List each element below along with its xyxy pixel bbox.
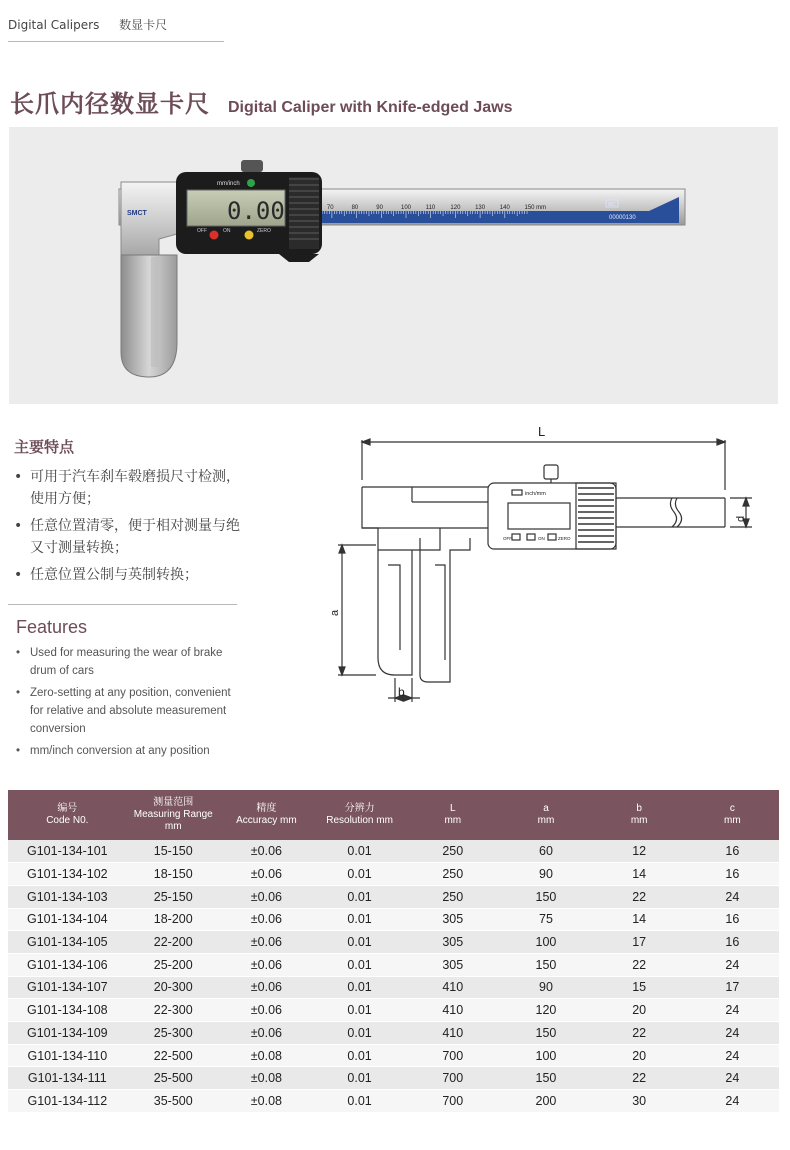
spec-table bbox=[8, 790, 779, 1113]
table-cell: 0.01 bbox=[313, 931, 406, 954]
spec-table-header bbox=[8, 790, 779, 840]
table-row bbox=[8, 1067, 779, 1090]
table-cell: 20 bbox=[593, 1044, 686, 1067]
table-cell: 17 bbox=[593, 931, 686, 954]
table-cell: 24 bbox=[686, 1022, 779, 1045]
table-cell: ±0.06 bbox=[220, 953, 313, 976]
col-accuracy: 精度 Accuracy mm bbox=[236, 803, 297, 826]
table-cell: 410 bbox=[406, 976, 499, 999]
table-cell: 0.01 bbox=[313, 885, 406, 908]
table-row bbox=[8, 1044, 779, 1067]
product-photo bbox=[9, 127, 778, 404]
photo-btn-off: OFF bbox=[197, 228, 207, 234]
lcd-reading: 0.00 bbox=[227, 197, 285, 225]
table-cell: 150 bbox=[499, 1067, 592, 1090]
scale-label: 70 bbox=[326, 205, 334, 211]
features-cn-list bbox=[12, 466, 252, 591]
serial-number: 00000130 bbox=[609, 215, 636, 221]
table-cell: 22-300 bbox=[127, 999, 220, 1022]
feature-en-item: • Zero-setting at any position, convenient for relative and absolute measurement conversion bbox=[14, 684, 244, 738]
table-cell: 35-500 bbox=[127, 1090, 220, 1113]
breadcrumb-cn[interactable]: 数显卡尺 bbox=[119, 18, 168, 32]
long-knife-jaw bbox=[121, 255, 177, 377]
table-cell: 14 bbox=[593, 863, 686, 886]
table-cell: G101-134-105 bbox=[8, 931, 127, 954]
dim-btn-on: ON bbox=[538, 536, 545, 541]
off-button[interactable] bbox=[210, 231, 219, 240]
section-divider bbox=[8, 604, 237, 605]
table-cell: 25-200 bbox=[127, 953, 220, 976]
table-cell: 0.01 bbox=[313, 1067, 406, 1090]
dim-btn-zero: ZERO bbox=[558, 536, 571, 541]
table-cell: 16 bbox=[686, 863, 779, 886]
table-cell: 20-300 bbox=[127, 976, 220, 999]
feature-en-item: • mm/inch conversion at any position bbox=[14, 742, 244, 760]
table-cell: 75 bbox=[499, 908, 592, 931]
table-row bbox=[8, 999, 779, 1022]
table-cell: ±0.06 bbox=[220, 931, 313, 954]
table-cell: 20 bbox=[593, 999, 686, 1022]
scale-label: 110 bbox=[425, 205, 436, 211]
zero-button[interactable] bbox=[245, 231, 254, 240]
table-row bbox=[8, 908, 779, 931]
table-cell: G101-134-110 bbox=[8, 1044, 127, 1067]
features-cn-heading: 主要特点 bbox=[14, 438, 75, 456]
table-cell: 25-500 bbox=[127, 1067, 220, 1090]
table-cell: G101-134-112 bbox=[8, 1090, 127, 1113]
table-cell: ±0.06 bbox=[220, 885, 313, 908]
thumb-roller-icon bbox=[241, 160, 263, 172]
table-cell: G101-134-102 bbox=[8, 863, 127, 886]
dimension-drawing bbox=[320, 420, 760, 720]
table-cell: 250 bbox=[406, 840, 499, 863]
table-cell: 410 bbox=[406, 1022, 499, 1045]
table-cell: 120 bbox=[499, 999, 592, 1022]
breadcrumb bbox=[8, 16, 224, 42]
table-cell: G101-134-107 bbox=[8, 976, 127, 999]
table-cell: 150 bbox=[499, 953, 592, 976]
dim-label-b: b bbox=[398, 685, 405, 699]
fixed-jaw-head bbox=[121, 182, 184, 267]
table-row bbox=[8, 863, 779, 886]
table-cell: 24 bbox=[686, 1044, 779, 1067]
scale-label: 150 mm bbox=[524, 205, 547, 211]
mc-stamp: MC bbox=[608, 202, 616, 208]
scale-label: 90 bbox=[376, 205, 383, 211]
table-cell: ±0.06 bbox=[220, 976, 313, 999]
table-cell: 24 bbox=[686, 953, 779, 976]
page-title bbox=[10, 84, 513, 119]
table-cell: 150 bbox=[499, 1022, 592, 1045]
table-cell: 24 bbox=[686, 1067, 779, 1090]
table-cell: ±0.08 bbox=[220, 1044, 313, 1067]
features-en-list bbox=[14, 644, 244, 764]
table-cell: 410 bbox=[406, 999, 499, 1022]
table-cell: 0.01 bbox=[313, 976, 406, 999]
page-title-cn: 长爪内径数显卡尺 bbox=[10, 90, 210, 118]
table-cell: G101-134-111 bbox=[8, 1067, 127, 1090]
features-en-heading: Features bbox=[16, 617, 88, 637]
unit-label: mm/inch bbox=[217, 181, 240, 187]
page-title-en: Digital Caliper with Knife-edged Jaws bbox=[228, 99, 513, 116]
table-cell: 15 bbox=[593, 976, 686, 999]
photo-btn-on: ON bbox=[223, 228, 231, 234]
table-cell: 700 bbox=[406, 1090, 499, 1113]
dim-btn-off: OFF bbox=[503, 536, 512, 541]
table-cell: 25-150 bbox=[127, 885, 220, 908]
scale-label: 100 bbox=[401, 205, 412, 211]
table-cell: ±0.08 bbox=[220, 1067, 313, 1090]
col-code: 编号 Code N0. bbox=[46, 803, 89, 826]
table-row bbox=[8, 931, 779, 954]
table-cell: 200 bbox=[499, 1090, 592, 1113]
scale-label: 130 bbox=[475, 205, 486, 211]
feature-en-item: • Used for measuring the wear of brake drum of cars bbox=[14, 644, 244, 680]
table-cell: 15-150 bbox=[127, 840, 220, 863]
table-cell: 700 bbox=[406, 1044, 499, 1067]
table-cell: 18-150 bbox=[127, 863, 220, 886]
table-cell: 150 bbox=[499, 885, 592, 908]
col-b: b mm bbox=[630, 803, 648, 826]
table-cell: 25-300 bbox=[127, 1022, 220, 1045]
table-cell: 22 bbox=[593, 953, 686, 976]
table-cell: 22-200 bbox=[127, 931, 220, 954]
table-cell: 700 bbox=[406, 1067, 499, 1090]
col-c: c mm bbox=[724, 803, 741, 826]
table-cell: G101-134-108 bbox=[8, 999, 127, 1022]
table-cell: 250 bbox=[406, 885, 499, 908]
table-cell: 24 bbox=[686, 999, 779, 1022]
table-cell: 0.01 bbox=[313, 999, 406, 1022]
table-cell: 22-500 bbox=[127, 1044, 220, 1067]
col-resolution: 分辨力 Resolution mm bbox=[326, 803, 393, 826]
table-cell: 30 bbox=[593, 1090, 686, 1113]
table-row bbox=[8, 840, 779, 863]
spec-table-body bbox=[8, 840, 779, 1112]
table-cell: 100 bbox=[499, 1044, 592, 1067]
scale-label: 120 bbox=[450, 205, 461, 211]
feature-cn-item: • 任意位置公制与英制转换； bbox=[12, 564, 252, 586]
table-cell: 22 bbox=[593, 1067, 686, 1090]
table-cell: 0.01 bbox=[313, 863, 406, 886]
table-cell: 90 bbox=[499, 863, 592, 886]
table-cell: 17 bbox=[686, 976, 779, 999]
table-row bbox=[8, 976, 779, 999]
dim-label-L: L bbox=[538, 424, 546, 439]
table-cell: 60 bbox=[499, 840, 592, 863]
col-a: a mm bbox=[537, 803, 555, 826]
table-cell: 0.01 bbox=[313, 953, 406, 976]
table-cell: 90 bbox=[499, 976, 592, 999]
col-L: L mm bbox=[444, 803, 462, 826]
scale-label: 80 bbox=[351, 205, 359, 211]
brand-logo: SMCT bbox=[127, 210, 147, 217]
scale-label: 140 bbox=[499, 205, 510, 211]
feature-cn-item: • 可用于汽车刹车毂磨损尺寸检测，使用方便； bbox=[12, 466, 252, 510]
table-row bbox=[8, 1022, 779, 1045]
table-cell: 16 bbox=[686, 931, 779, 954]
table-cell: G101-134-104 bbox=[8, 908, 127, 931]
table-cell: ±0.06 bbox=[220, 840, 313, 863]
table-cell: 0.01 bbox=[313, 1044, 406, 1067]
table-cell: 0.01 bbox=[313, 840, 406, 863]
table-row bbox=[8, 885, 779, 908]
caliper-illustration bbox=[9, 127, 778, 404]
table-cell: G101-134-101 bbox=[8, 840, 127, 863]
table-cell: 0.01 bbox=[313, 1022, 406, 1045]
table-cell: 0.01 bbox=[313, 1090, 406, 1113]
table-cell: 16 bbox=[686, 908, 779, 931]
technical-drawing bbox=[320, 420, 760, 720]
table-cell: ±0.06 bbox=[220, 999, 313, 1022]
table-cell: G101-134-103 bbox=[8, 885, 127, 908]
table-cell: 24 bbox=[686, 1090, 779, 1113]
mm-inch-button[interactable] bbox=[247, 179, 255, 187]
table-cell: 305 bbox=[406, 908, 499, 931]
photo-btn-zero: ZERO bbox=[257, 228, 271, 234]
table-cell: G101-134-109 bbox=[8, 1022, 127, 1045]
table-cell: 22 bbox=[593, 885, 686, 908]
table-cell: 12 bbox=[593, 840, 686, 863]
dim-label-a: a bbox=[329, 609, 341, 616]
table-cell: 24 bbox=[686, 885, 779, 908]
table-cell: 305 bbox=[406, 953, 499, 976]
table-row bbox=[8, 953, 779, 976]
table-cell: ±0.08 bbox=[220, 1090, 313, 1113]
table-cell: 22 bbox=[593, 1022, 686, 1045]
table-cell: ±0.06 bbox=[220, 1022, 313, 1045]
dim-unit-label: inch/mm bbox=[525, 491, 546, 497]
table-cell: 250 bbox=[406, 863, 499, 886]
table-cell: 100 bbox=[499, 931, 592, 954]
table-cell: G101-134-106 bbox=[8, 953, 127, 976]
table-row bbox=[8, 1090, 779, 1113]
table-cell: 305 bbox=[406, 931, 499, 954]
table-cell: 0.01 bbox=[313, 908, 406, 931]
table-cell: 18-200 bbox=[127, 908, 220, 931]
table-cell: 14 bbox=[593, 908, 686, 931]
table-cell: ±0.06 bbox=[220, 863, 313, 886]
breadcrumb-en[interactable]: Digital Calipers bbox=[8, 18, 100, 32]
dim-label-d: d bbox=[735, 515, 747, 522]
feature-cn-item: • 任意位置清零，便于相对测量与绝又寸测量转换； bbox=[12, 515, 252, 559]
col-range: 测量范围 Measuring Range mm bbox=[133, 797, 213, 832]
table-cell: 16 bbox=[686, 840, 779, 863]
table-cell: ±0.06 bbox=[220, 908, 313, 931]
